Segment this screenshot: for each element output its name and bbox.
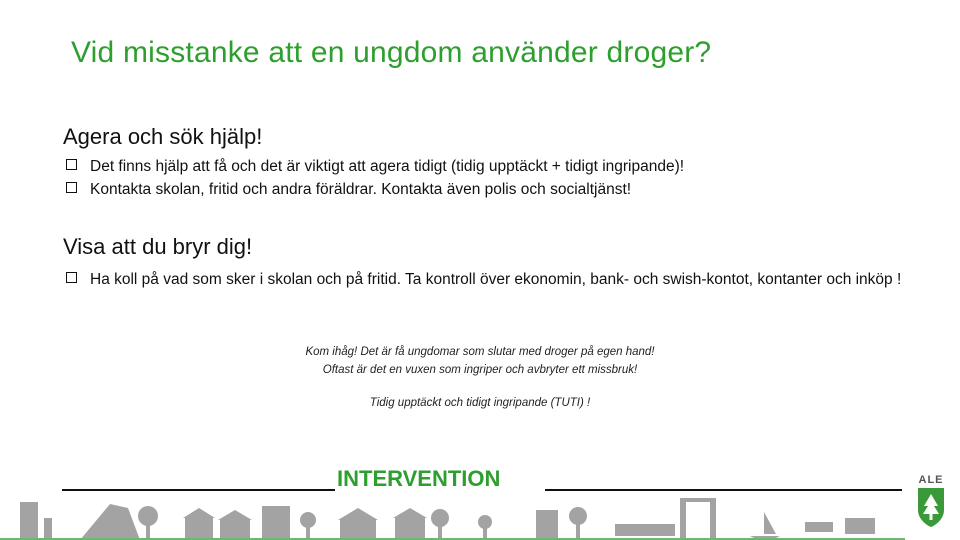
town-skyline-illustration [0,488,905,540]
section-heading-seek-help: Agera och sök hjälp! [63,124,263,149]
logo-text: ALE [918,474,944,486]
slide-title: Vid misstanke att en ungdom använder droger? [71,36,712,69]
ale-logo [906,474,956,540]
bullet-list-seek-help [66,155,926,201]
bullet-list-show-care [66,268,926,291]
note-line-1: Kom ihåg! Det är få ungdomar som slutar med droger på egen hand! [305,346,655,358]
bullet-text: Ha koll på vad som sker i skolan och på fritid. Ta kontroll över ekonomin, bank- och swish-kontot, kontanter och inköp ! [90,271,902,288]
bullet-text: Det finns hjälp att få och det är viktigt att agera tidigt (tidig upptäckt + tidigt ingripande)! [90,158,685,175]
note-tuti: Tidig upptäckt och tidigt ingripande (TUTI) ! [369,397,591,409]
checkbox-bullet-icon [66,159,77,170]
footer-label: INTERVENTION [337,466,501,491]
note-block [270,343,690,379]
list-item [66,268,926,291]
section-heading-show-care: Visa att du bryr dig! [63,234,253,259]
list-item [66,178,926,201]
bullet-text: Kontakta skolan, fritid och andra föräldrar. Kontakta även polis och socialtjänst! [90,181,632,198]
ale-tree-logo-icon [914,486,948,528]
checkbox-bullet-icon [66,182,77,193]
note-line-2: Oftast är det en vuxen som ingriper och avbryter ett missbruk! [322,364,638,376]
checkbox-bullet-icon [66,272,77,283]
list-item [66,155,926,178]
